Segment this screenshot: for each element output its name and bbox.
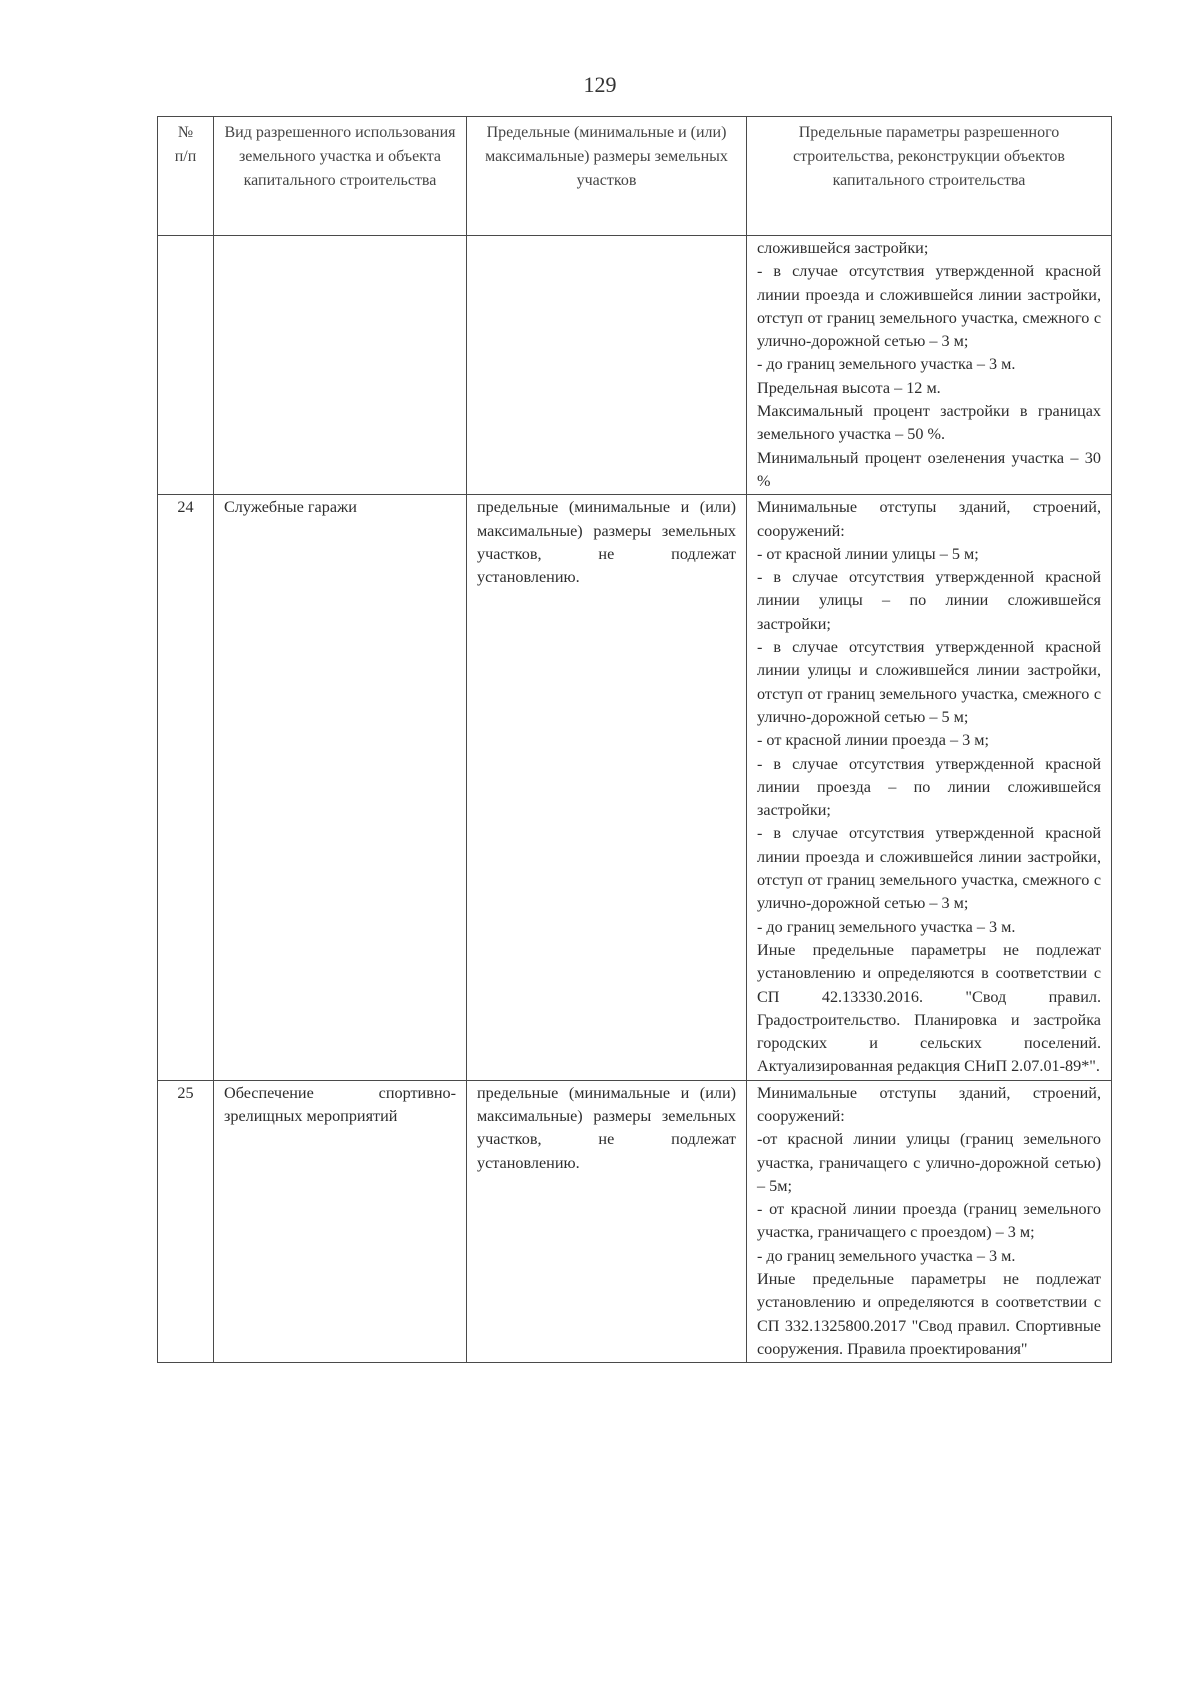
header-number-sign: № bbox=[177, 124, 194, 141]
header-use-type: Вид разрешенного использования земельного участка и объекта капитального строительства bbox=[214, 117, 467, 236]
row-plot-size bbox=[467, 1080, 747, 1363]
table-row bbox=[158, 495, 1112, 1080]
row-use-type-text: Обеспечение спортивно-зрелищных мероприятий bbox=[224, 1083, 456, 1125]
param-line: - от красной линии проезда – 3 м; bbox=[757, 731, 990, 750]
param-line: - до границ земельного участка – 3 м. bbox=[757, 917, 1016, 936]
param-line: Минимальные отступы зданий, строений, сооружений: bbox=[757, 498, 1101, 540]
param-line: сложившейся застройки; bbox=[757, 239, 929, 257]
row-construction-params bbox=[747, 236, 1112, 495]
table-row bbox=[158, 236, 1112, 495]
row-construction-params bbox=[747, 1080, 1112, 1363]
row-use-type bbox=[214, 236, 467, 495]
page-number: 129 bbox=[583, 72, 617, 97]
row-construction-params bbox=[747, 495, 1112, 1080]
param-line: - в случае отсутствия утвержденной красной линии проезда и сложившейся линии застройки, отступ от границ земельного участка, смежного с улично-дорожной сетью – 3 м; bbox=[757, 262, 1101, 351]
param-line: Минимальные отступы зданий, строений, сооружений: bbox=[757, 1083, 1101, 1125]
row-plot-size-text: предельные (минимальные и (или) максимальные) размеры земельных участков, не подлежат установлению. bbox=[477, 498, 736, 587]
regulations-table bbox=[157, 116, 1112, 1363]
row-number: 24 bbox=[158, 495, 214, 1080]
row-use-type bbox=[214, 1080, 467, 1363]
row-number bbox=[158, 236, 214, 495]
param-line: -от красной линии улицы (границ земельного участка, граничащего с улично-дорожной сетью) – 5м; bbox=[757, 1130, 1101, 1195]
header-number-abbr: п/п bbox=[174, 148, 197, 165]
header-construction-params: Предельные параметры разрешенного строительства, реконструкции объектов капитального строительства bbox=[747, 117, 1112, 236]
row-plot-size bbox=[467, 495, 747, 1080]
param-line: - до границ земельного участка – 3 м. bbox=[757, 1246, 1016, 1265]
header-plot-size: Предельные (минимальные и (или) максимальные) размеры земельных участков bbox=[467, 117, 747, 236]
table-header-row bbox=[158, 117, 1112, 236]
row-plot-size-text: предельные (минимальные и (или) максимальные) размеры земельных участков, не подлежат установлению. bbox=[477, 1083, 736, 1172]
param-line: - до границ земельного участка – 3 м. bbox=[757, 355, 1016, 374]
row-number: 25 bbox=[158, 1080, 214, 1363]
param-line: - в случае отсутствия утвержденной красной линии проезда и сложившейся линии застройки, отступ от границ земельного участка, смежного с улично-дорожной сетью – 3 м; bbox=[757, 824, 1101, 913]
param-line: - от красной линии проезда (границ земельного участка, граничащего с проездом) – 3 м; bbox=[757, 1200, 1101, 1242]
param-line: Иные предельные параметры не подлежат установлению и определяются в соответствии с СП 332.1325800.2017 "Свод правил. Спортивные сооружения. Правила проектирования" bbox=[757, 1270, 1101, 1358]
param-line: - в случае отсутствия утвержденной красной линии улицы и сложившейся линии застройки, отступ от границ земельного участка, смежного с улично-дорожной сетью – 5 м; bbox=[757, 638, 1101, 726]
param-line: - в случае отсутствия утвержденной красной линии улицы – по линии сложившейся застройки; bbox=[757, 568, 1101, 633]
param-line: - от красной линии улицы – 5 м; bbox=[757, 544, 979, 563]
row-use-type bbox=[214, 495, 467, 1080]
row-plot-size bbox=[467, 236, 747, 495]
param-line: Максимальный процент застройки в границах земельного участка – 50 %. bbox=[757, 402, 1101, 444]
row-use-type-text: Служебные гаражи bbox=[224, 498, 357, 517]
param-line: Минимальный процент озеленения участка – 30 % bbox=[757, 448, 1101, 490]
param-line: - в случае отсутствия утвержденной красной линии проезда – по линии сложившейся застройки; bbox=[757, 754, 1101, 820]
param-line: Иные предельные параметры не подлежат установлению и определяются в соответствии с СП 42.13330.2016. "Свод правил. Градостроительство. Планировка и застройка городских и сельских поселений. Актуализированная редакция СНиП 2.07.01-89*". bbox=[757, 940, 1101, 1076]
table-row bbox=[158, 1080, 1112, 1363]
param-line: Предельная высота – 12 м. bbox=[757, 378, 941, 397]
header-number bbox=[158, 117, 214, 236]
